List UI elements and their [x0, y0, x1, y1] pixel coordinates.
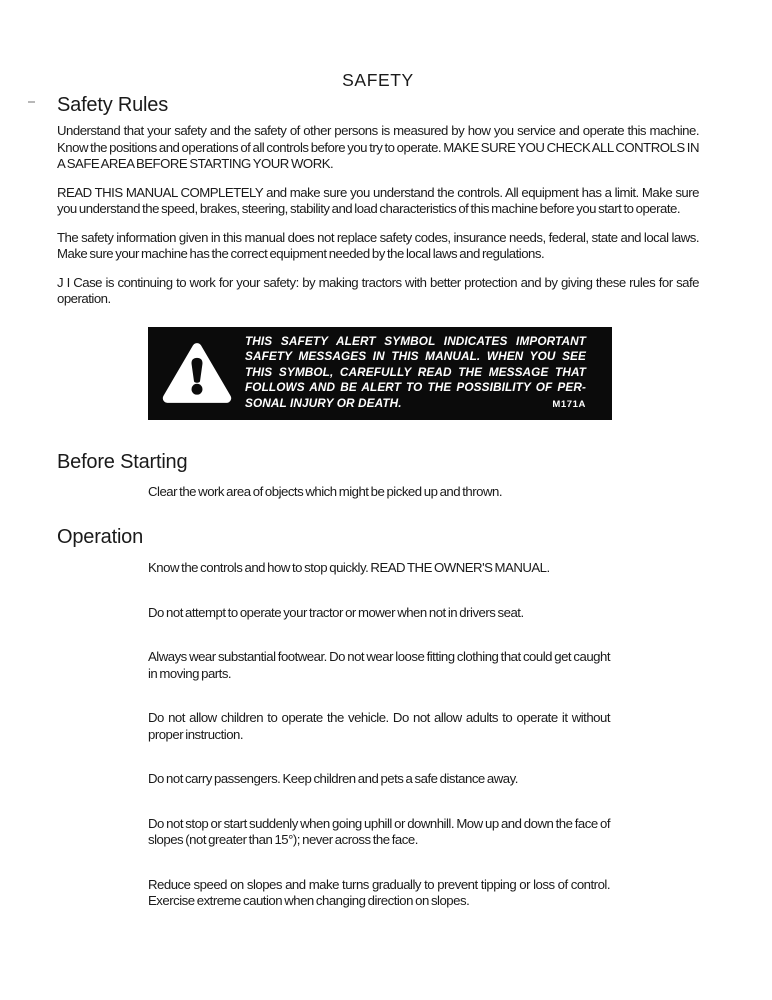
operation-paragraph: Know the controls and how to stop quickly. READ THE OWNER'S MANUAL. [148, 560, 550, 575]
alert-line: SAFETY MESSAGES IN THIS MANUAL. WHEN YOU SEE [245, 349, 586, 364]
safety-alert-triangle-icon [148, 341, 245, 405]
safety-rules-paragraph: The safety information given in this manual does not replace safety codes, insurance needs, federal, state and local laws. Make sure your machine has the correct equipment needed by the local laws and regulations. [57, 229, 699, 261]
page-title: SAFETY [342, 70, 414, 90]
section-safety-rules [57, 94, 699, 308]
safety-alert-message [245, 334, 586, 413]
alert-line: SONAL INJURY OR DEATH. [245, 395, 402, 410]
operation-heading: Operation [57, 526, 144, 548]
operation-paragraph: Always wear substantial footwear. Do not wear loose fitting clothing that could get caught in moving parts. [148, 649, 610, 681]
section-before-starting [57, 451, 699, 501]
alert-reference-code: M171A [552, 398, 586, 410]
section-operation [57, 526, 699, 910]
safety-rules-paragraph: READ THIS MANUAL COMPLETELY and make sure you understand the controls. All equipment has a limit. Make sure you understand the speed, brakes, steering, stability and load characteristics of this machine before you start to operate. [57, 184, 699, 216]
operation-paragraph: Do not carry passengers. Keep children and pets a safe distance away. [148, 771, 518, 786]
before-starting-paragraph: Clear the work area of objects which might be picked up and thrown. [148, 483, 503, 499]
operation-paragraph: Reduce speed on slopes and make turns gradually to prevent tipping or loss of control. Exercise extreme caution when changing direction on slopes. [148, 876, 610, 908]
safety-rules-paragraph: Understand that your safety and the safety of other persons is measured by how you service and operate this machine. Know the positions and operations of all controls before you try to operate. MAKE SURE YOU CHECK ALL CONTROLS IN A SAFE AREA BEFORE STARTING YOUR WORK. [57, 123, 699, 171]
safety-rules-heading: Safety Rules [57, 94, 168, 116]
safety-rules-paragraph: J I Case is continuing to work for your safety: by making tractors with better protection and by giving these rules for safe operation. [57, 274, 699, 306]
page-content [57, 70, 699, 938]
alert-last-line [245, 396, 586, 413]
alert-line: THIS SAFETY ALERT SYMBOL INDICATES IMPORTANT [245, 333, 586, 348]
operation-paragraph: Do not stop or start suddenly when going uphill or downhill. Mow up and down the face of slopes (not greater than 15°); never across the face. [148, 815, 610, 847]
scan-artifact-dash [28, 101, 35, 103]
safety-alert-banner [148, 327, 612, 420]
operation-paragraph: Do not allow children to operate the vehicle. Do not allow adults to operate it without proper instruction. [148, 710, 610, 742]
before-starting-heading: Before Starting [57, 450, 188, 473]
alert-line: THIS SYMBOL, CAREFULLY READ THE MESSAGE THAT [245, 364, 586, 379]
alert-line: FOLLOWS AND BE ALERT TO THE POSSIBILITY OF PER- [245, 380, 586, 395]
operation-paragraph: Do not attempt to operate your tractor or mower when not in drivers seat. [148, 604, 524, 620]
